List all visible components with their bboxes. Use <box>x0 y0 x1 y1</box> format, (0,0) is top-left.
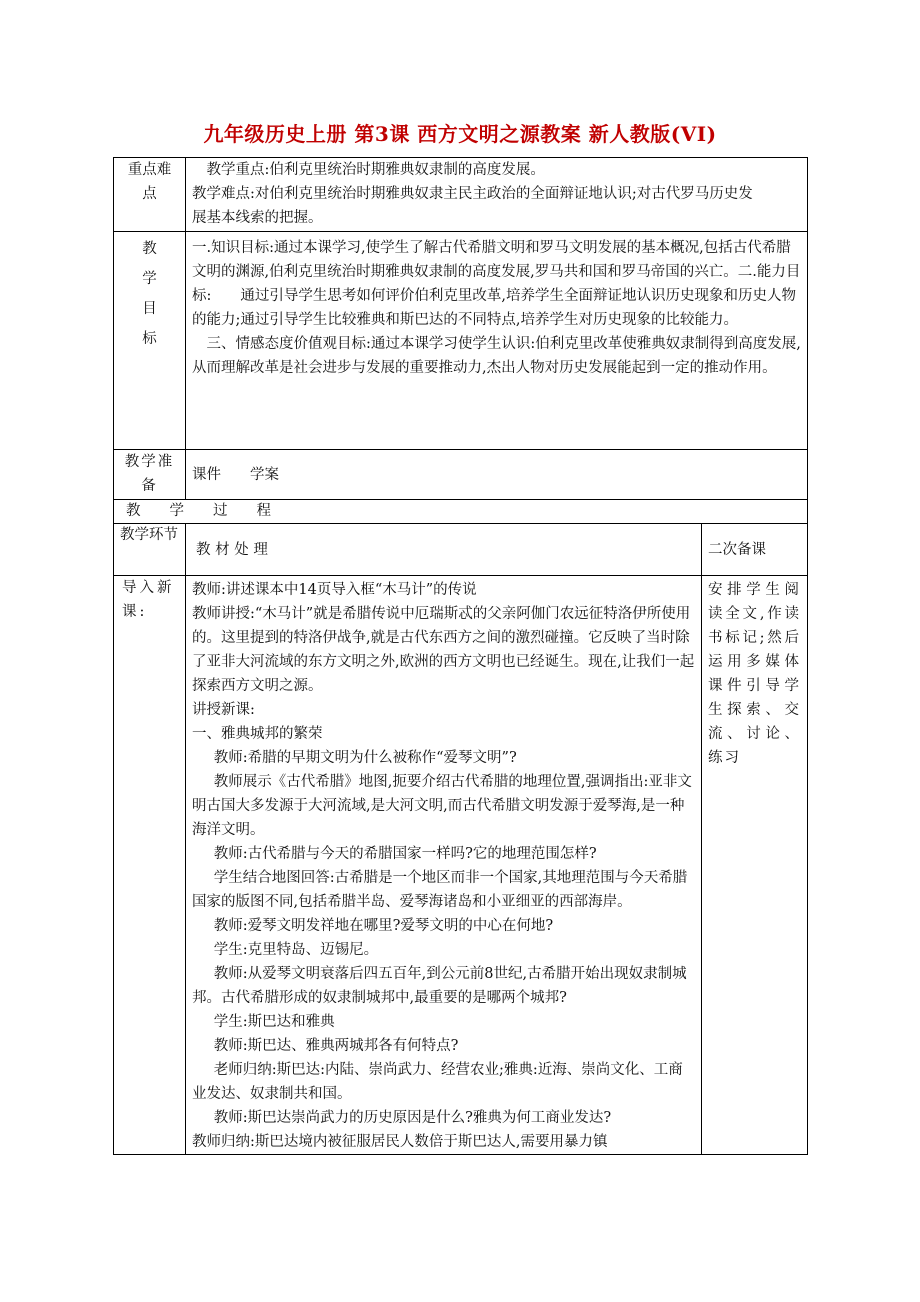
difficulty-text: 教学难点:对伯利克里统治时期雅典奴隶主民主政治的全面辩证地认识;对古代罗马历史发展基本线索的把握。 <box>192 186 753 226</box>
goals-row <box>114 232 808 450</box>
prep-row <box>114 450 808 500</box>
intro-paragraph: 讲授新课: <box>192 702 255 718</box>
focus-label: 重点难点 <box>114 158 186 232</box>
intro-notes: 安排学生阅读全文,作读书标记;然后运用多媒体课件引导学生探索、交流、讨论、练习 <box>702 576 808 1155</box>
intro-paragraph: 教师讲授:“木马计”就是希腊传说中厄瑞斯忒的父亲阿伽门农远征特洛伊所使用的。这里提到的特洛伊战争,就是古代东西方之间的激烈碰撞。它反映了当时除了亚非大河流域的东方文明之外,欧洲的西方文明也已经诞生。现在,让我们一起探索西方文明之源。 <box>192 606 695 694</box>
goals-knowledge-ability-text: 一.知识目标:通过本课学习,使学生了解古代希腊文明和罗马文明发展的基本概况,包括古代希腊文明的渊源,伯利克里统治时期雅典奴隶制的高度发展,罗马共和国和罗马帝国的兴亡。二.能力目标: 通过引导学生思考如何评价伯利克里改革,培养学生全面辩证地认识历史现象和历史人物的能力;通过引导学生比较雅典和斯巴达的不同特点,培养学生对历史现象的比较能力。 <box>192 240 801 328</box>
key-point-text: 教学重点:伯利克里统治时期雅典奴隶制的高度发展。 <box>206 162 545 178</box>
intro-paragraph: 一、雅典城邦的繁荣 <box>192 726 323 742</box>
intro-paragraph: 教师归纳:斯巴达境内被征服居民人数倍于斯巴达人,需要用暴力镇 <box>192 1134 608 1150</box>
process-header: 教 学 过 程 <box>114 500 808 524</box>
goals-label-char: 学 <box>142 271 157 287</box>
document-title: 九年级历史上册 第3课 西方文明之源教案 新人教版(VI) <box>203 122 717 146</box>
lesson-plan-table <box>113 157 808 1155</box>
goals-label-chars <box>120 232 179 354</box>
prep-label: 教学准备 <box>114 450 186 500</box>
intro-paragraph: 老师归纳:斯巴达:内陆、崇尚武力、经营农业;雅典:近海、崇尚文化、工商业发达、奴隶制共和国。 <box>192 1062 683 1102</box>
intro-paragraph: 学生:斯巴达和雅典 <box>213 1014 335 1030</box>
prep-content: 课件 学案 <box>186 450 808 500</box>
lesson-plan-table-frame <box>113 157 807 1155</box>
focus-row <box>114 158 808 232</box>
goals-label-char: 目 <box>142 301 157 317</box>
intro-paragraphs <box>192 578 695 1154</box>
intro-row <box>114 576 808 1155</box>
goals-emotion-text: 三、情感态度价值观目标:通过本课学习使学生认识:伯利克里改革使雅典奴隶制得到高度发展,从而理解改革是社会进步与发展的重要推动力,杰出人物对历史发展能起到一定的推动作用。 <box>192 336 801 376</box>
intro-paragraph: 教师:斯巴达、雅典两城邦各有何特点? <box>213 1038 459 1054</box>
intro-paragraph: 教师:希腊的早期文明为什么被称作“爱琴文明”? <box>213 750 517 766</box>
intro-material <box>186 576 702 1155</box>
intro-paragraph: 学生结合地图回答:古希腊是一个地区而非一个国家,其地理范围与今天希腊国家的版图不同,包括希腊半岛、爱琴海诸岛和小亚细亚的西部海岸。 <box>192 870 688 910</box>
focus-content <box>186 158 808 232</box>
intro-paragraph: 学生:克里特岛、迈锡尼。 <box>213 942 379 958</box>
intro-paragraph: 教师:讲述课本中14页导入框“木马计”的传说 <box>192 582 477 598</box>
intro-paragraph: 教师:古代希腊与今天的希腊国家一样吗?它的地理范围怎样? <box>213 846 597 862</box>
goals-label-char: 标 <box>142 331 157 347</box>
intro-paragraph: 教师展示《古代希腊》地图,扼要介绍古代希腊的地理位置,强调指出:亚非文明古国大多发源于大河流域,是大河文明,而古代希腊文明发源于爱琴海,是一种海洋文明。 <box>192 774 692 838</box>
goals-label <box>114 232 186 450</box>
intro-paragraph: 教师:从爱琴文明衰落后四五百年,到公元前8世纪,古希腊开始出现奴隶制城邦。古代希腊形成的奴隶制城邦中,最重要的是哪两个城邦? <box>192 966 687 1006</box>
notes-column-header: 二次备课 <box>702 524 808 576</box>
intro-paragraph: 教师:爱琴文明发祥地在哪里?爱琴文明的中心在何地? <box>213 918 554 934</box>
intro-stage-label: 导入新课: <box>114 576 186 1155</box>
process-header-row <box>114 500 808 524</box>
goals-content <box>186 232 808 450</box>
material-column-header: 教 材 处 理 <box>186 524 702 576</box>
stage-column-header: 教学环节 <box>114 524 186 576</box>
intro-paragraph: 教师:斯巴达崇尚武力的历史原因是什么?雅典为何工商业发达? <box>213 1110 612 1126</box>
column-header-row <box>114 524 808 576</box>
goals-label-char: 教 <box>142 241 157 257</box>
